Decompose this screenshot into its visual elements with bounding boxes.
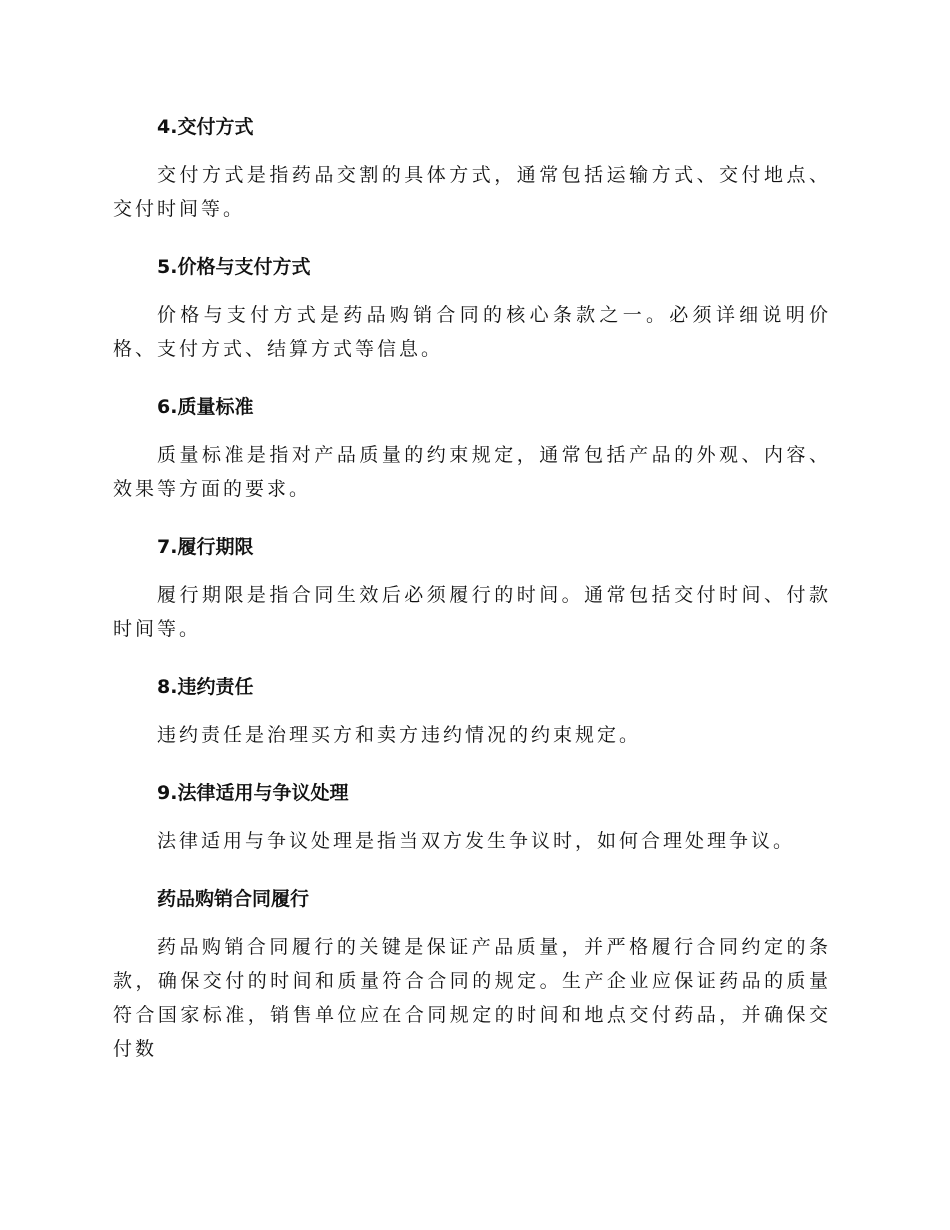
section-heading: 7.履行期限 (157, 536, 254, 558)
section-paragraph: 履行期限是指合同生效后必须履行的时间。通常包括交付时间、付款时间等。 (113, 584, 831, 640)
section-price-payment (113, 248, 831, 366)
document-body (113, 108, 831, 1088)
section-paragraph: 法律适用与争议处理是指当双方发生争议时，如何合理处理争议。 (157, 830, 796, 852)
section-paragraph: 交付方式是指药品交割的具体方式，通常包括运输方式、交付地点、交付时间等。 (113, 164, 831, 220)
section-paragraph: 质量标准是指对产品质量的约束规定，通常包括产品的外观、内容、效果等方面的要求。 (113, 444, 831, 500)
section-heading: 8.违约责任 (157, 676, 254, 698)
section-heading: 6.质量标准 (157, 396, 254, 418)
section-quality-standard (113, 388, 831, 506)
section-paragraph: 违约责任是治理买方和卖方违约情况的约束规定。 (157, 724, 642, 746)
section-heading: 5.价格与支付方式 (157, 256, 311, 278)
section-performance-period (113, 528, 831, 646)
section-heading: 4.交付方式 (157, 116, 254, 138)
section-heading: 9.法律适用与争议处理 (157, 782, 349, 804)
section-contract-performance (113, 880, 831, 1066)
section-paragraph: 价格与支付方式是药品购销合同的核心条款之一。必须详细说明价格、支付方式、结算方式等信息。 (113, 304, 831, 360)
section-breach-liability (113, 668, 831, 752)
section-heading: 药品购销合同履行 (157, 888, 310, 910)
section-law-disputes (113, 774, 831, 858)
section-paragraph: 药品购销合同履行的关键是保证产品质量，并严格履行合同约定的条款，确保交付的时间和质量符合合同的规定。生产企业应保证药品的质量符合国家标准，销售单位应在合同规定的时间和地点交付药品，并确保交付数 (113, 936, 831, 1060)
section-delivery-method (113, 108, 831, 226)
